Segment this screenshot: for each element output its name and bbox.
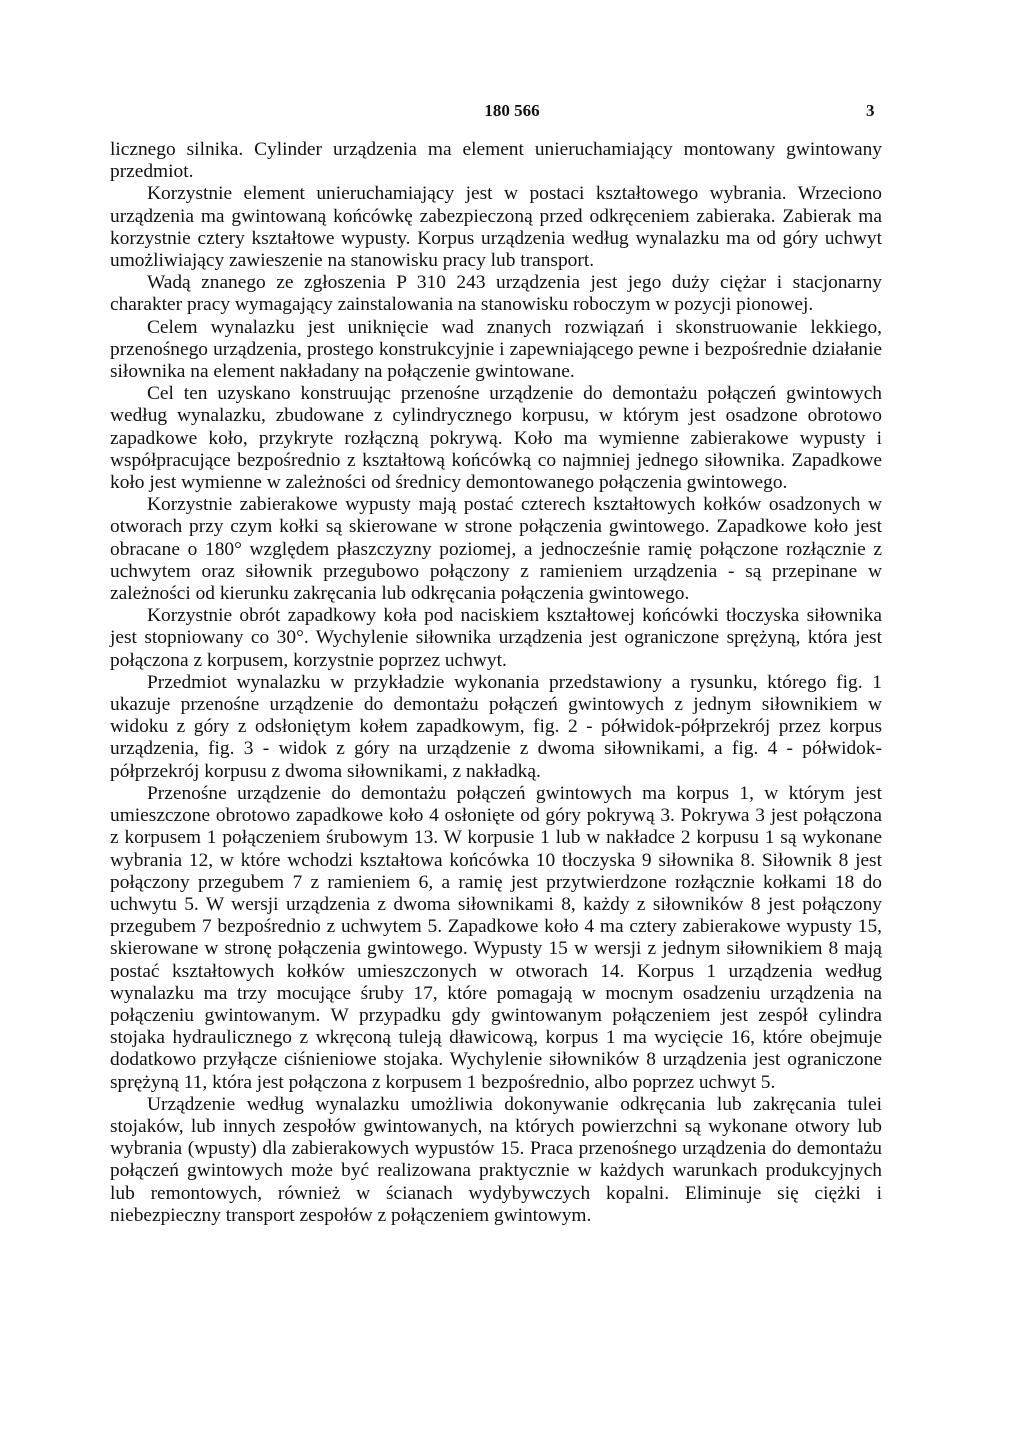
paragraph: Korzystnie element unieruchamiający jest w postaci kształtowego wybrania. Wrzeciono urządzenia ma gwintowaną końcówkę zabezpieczoną przed odkręceniem zabieraka. Zabierak ma korzystnie cztery kształtowe wypusty. Korpus urządzenia według wynalazku ma od góry uchwyt umożliwiający zawieszenie na stanowisku pracy lub transport. — [110, 183, 882, 272]
paragraph: Cel ten uzyskano konstruując przenośne urządzenie do demontażu połączeń gwintowych według wynalazku, zbudowane z cylindrycznego korpusu, w którym jest osadzone obrotowo zapadkowe koło, przykryte rozłączną pokrywą. Koło ma wymienne zabierakowe wypusty i współpracujące bezpośrednio z kształtową końcówką co najmniej jednego siłownika. Zapadkowe koło jest wymienne w zależności od średnicy demontowanego połączenia gwintowego. — [110, 383, 882, 494]
paragraph-continuation: licznego silnika. Cylinder urządzenia ma element unieruchamiający montowany gwintowany przedmiot. — [110, 139, 882, 183]
paragraph: Korzystnie zabierakowe wypusty mają postać czterech kształtowych kołków osadzonych w otworach przy czym kołki są skierowane w strone połączenia gwintowego. Zapadkowe koło jest obracane o 180° względem płaszczyzny poziomej, a jednocześnie ramię połączone rozłącznie z uchwytem oraz siłownik przegubowo połączony z ramieniem urządzenia - są przepinane w zależności od kierunku zakręcania lub odkręcania połączenia gwintowego. — [110, 494, 882, 605]
paragraph: Przedmiot wynalazku w przykładzie wykonania przedstawiony a rysunku, którego fig. 1 ukazuje przenośne urządzenie do demontażu połączeń gwintowych z jednym siłownikiem w widoku z góry z odsłoniętym kołem zapadkowym, fig. 2 - półwidok-półprzekrój przez korpus urządzenia, fig. 3 - widok z góry na urządzenie z dwoma siłownikami, a fig. 4 - półwidok-półprzekrój korpusu z dwoma siłownikami, z nakładką. — [110, 671, 882, 782]
paragraph: Celem wynalazku jest uniknięcie wad znanych rozwiązań i skonstruowanie lekkiego, przenośnego urządzenia, prostego konstrukcyjnie i zapewniającego pewne i bezpośrednie działanie siłownika na element nakładany na połączenie gwintowane. — [110, 316, 882, 383]
document-number: 180 566 — [484, 101, 540, 120]
paragraph: Urządzenie według wynalazku umożliwia dokonywanie odkręcania lub zakręcania tulei stojaków, lub innych zespołów gwintowanych, na których powierzchni są wykonane otwory lub wybrania (wpusty) dla zabierakowych wypustów 15. Praca przenośnego urządzenia do demontażu połączeń gwintowych może być realizowana praktycznie w każdych warunkach produkcyjnych lub remontowych, również w ścianach wydybywczych kopalni. Eliminuje się ciężki i niebezpieczny transport zespołów z połączeniem gwintowym. — [110, 1093, 882, 1226]
page-number: 3 — [866, 101, 875, 120]
paragraph: Korzystnie obrót zapadkowy koła pod naciskiem kształtowej końcówki tłoczyska siłownika jest stopniowany co 30°. Wychylenie siłownika urządzenia jest ograniczone sprężyną, która jest połączona z korpusem, korzystnie poprzez uchwyt. — [110, 605, 882, 671]
paragraph: Przenośne urządzenie do demontażu połączeń gwintowych ma korpus 1, w którym jest umieszczone obrotowo zapadkowe koło 4 osłonięte od góry pokrywą 3. Pokrywa 3 jest połączona z korpusem 1 połączeniem śrubowym 13. W korpusie 1 lub w nakładce 2 korpusu 1 są wykonane wybrania 12, w które wchodzi kształtowa końcówka 10 tłoczyska 9 siłownika 8. Siłownik 8 jest połączony przegubem 7 z ramieniem 6, a ramię jest przytwierdzone rozłącznie kołkami 18 do uchwytu 5. W wersji urządzenia z dwoma siłownikami 8, każdy z siłowników 8 jest połączony przegubem 7 bezpośrednio z uchwytem 5. Zapadkowe koło 4 ma cztery zabierakowe wypusty 15, skierowane w stronę połączenia gwintowego. Wypusty 15 w wersji z jednym siłownikiem 8 mają postać kształtowych kołków umieszczonych w otworach 14. Korpus 1 urządzenia według wynalazku ma trzy mocujące śruby 17, które pomagają w mocnym osadzeniu urządzenia na połączeniu gwintowanym. W przypadku gdy gwintowanym połączeniem jest zespół cylindra stojaka hydraulicznego z wkręconą tuleją dławicową, korpus 1 ma wycięcie 16, które obejmuje dodatkowo przyłącze ciśnieniowe stojaka. Wychylenie siłowników 8 urządzenia jest ograniczone sprężyną 11, która jest połączona z korpusem 1 bezpośrednio, albo poprzez uchwyt 5. — [110, 782, 882, 1093]
body-text — [110, 139, 882, 1227]
paragraph: Wadą znanego ze zgłoszenia P 310 243 urządzenia jest jego duży ciężar i stacjonarny charakter pracy wymagający zainstalowania na stanowisku roboczym w pozycji pionowej. — [110, 272, 882, 316]
